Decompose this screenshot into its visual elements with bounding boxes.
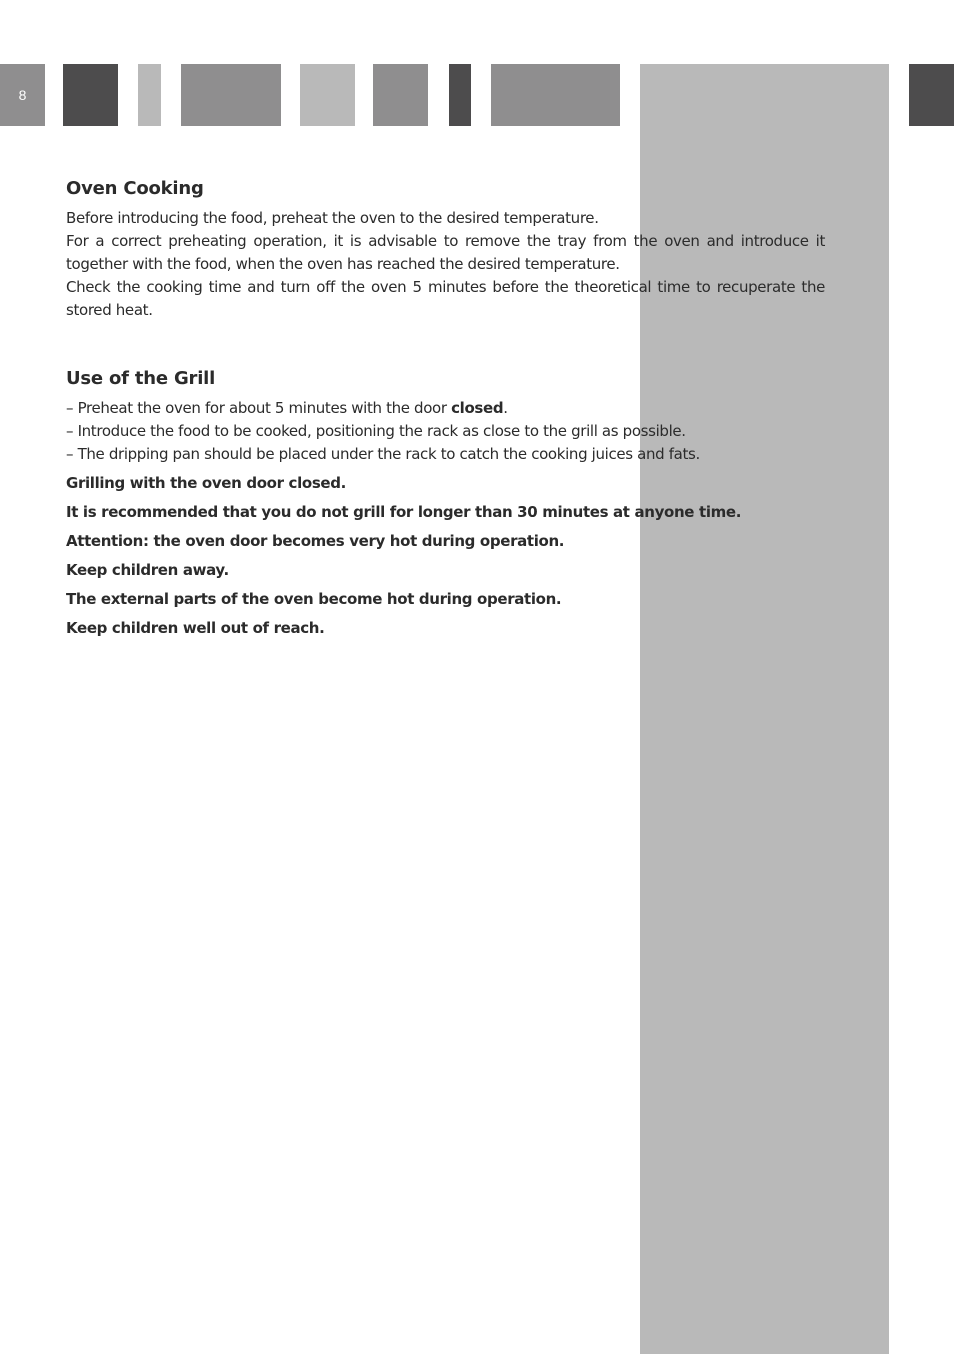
paragraph: Before introducing the food, preheat the oven to the desired temperature. bbox=[66, 209, 599, 227]
header-block bbox=[181, 64, 281, 126]
paragraph: Check the cooking time and turn off the oven 5 minutes before the theoretical time to recuperate the stored heat. bbox=[66, 278, 825, 319]
header-block bbox=[300, 64, 355, 126]
paragraph: For a correct preheating operation, it is advisable to remove the tray from the oven and introduce it together with the food, when the oven has reached the desired temperature. bbox=[66, 232, 825, 273]
warning-text: Keep children away. bbox=[66, 561, 229, 579]
header-block bbox=[449, 64, 471, 126]
header-block bbox=[138, 64, 161, 126]
header-block bbox=[63, 64, 118, 126]
header-block bbox=[491, 64, 620, 126]
warning-text: Grilling with the oven door closed. bbox=[66, 474, 346, 492]
page-content bbox=[66, 178, 825, 648]
warning-text: It is recommended that you do not grill for longer than 30 minutes at anyone time. bbox=[66, 503, 742, 521]
section-title-grill: Use of the Grill bbox=[66, 368, 216, 389]
list-item: – Introduce the food to be cooked, positioning the rack as close to the grill as possible. bbox=[66, 422, 686, 440]
list-item: – The dripping pan should be placed under the rack to catch the cooking juices and fats. bbox=[66, 445, 700, 463]
page-number: 8 bbox=[0, 64, 45, 126]
step-text: – Preheat the oven for about 5 minutes with the door bbox=[66, 399, 452, 417]
warning-text: The external parts of the oven become hot during operation. bbox=[66, 590, 562, 608]
header-block bbox=[373, 64, 428, 126]
header-block bbox=[909, 64, 954, 126]
oven-cooking-section bbox=[66, 178, 825, 322]
step-emphasis: closed bbox=[451, 399, 504, 417]
grill-section bbox=[66, 368, 825, 638]
warning-text: Attention: the oven door becomes very hot during operation. bbox=[66, 532, 565, 550]
warning-text: Keep children well out of reach. bbox=[66, 619, 325, 637]
grill-steps bbox=[66, 397, 825, 466]
step-text: . bbox=[503, 399, 508, 417]
section-title-oven-cooking: Oven Cooking bbox=[66, 178, 204, 199]
list-item bbox=[66, 397, 825, 420]
